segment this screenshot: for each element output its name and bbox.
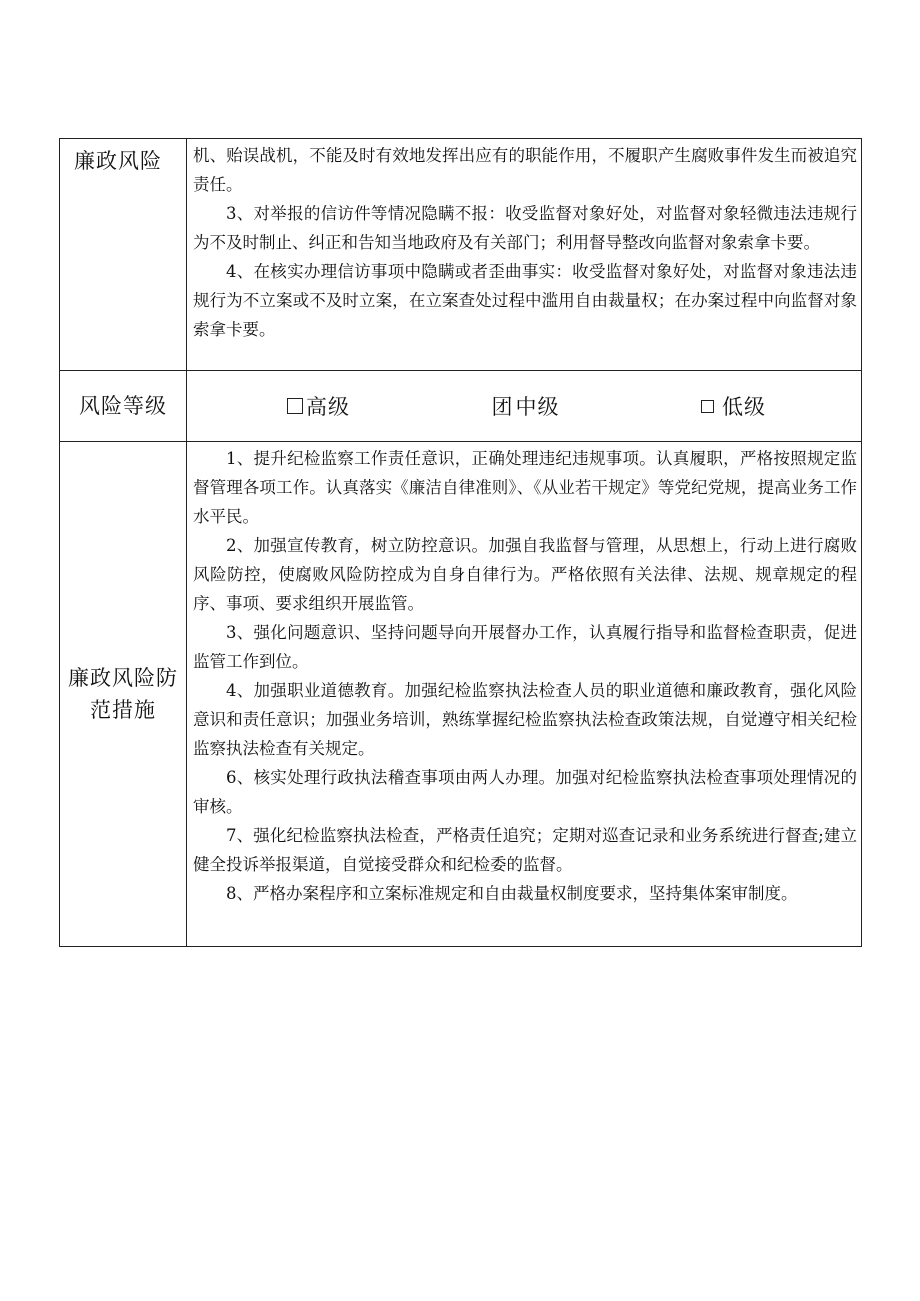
level-row (60, 371, 862, 442)
checked-box-icon: 团 (491, 395, 514, 419)
level-option-high-label: 高级 (306, 395, 350, 419)
risk-row (60, 139, 862, 371)
measure-paragraph-4: 4、加强职业道德教育。加强纪检监察执法检查人员的职业道德和廉政教育，强化风险意识和责任意识；加强业务培训，熟练掌握纪检监察执法检查政策法规，自觉遵守相关纪检监察执法检查有关规定。 (193, 681, 857, 758)
level-option-medium[interactable] (492, 391, 560, 421)
measures-content (187, 442, 862, 947)
level-option-high[interactable] (287, 391, 350, 421)
measures-label-line-1: 廉政风险防 (68, 666, 178, 690)
level-option-low-label: 低级 (722, 395, 766, 419)
level-options (187, 371, 862, 442)
measures-label (60, 442, 187, 947)
risk-paragraph-1: 机、贻误战机，不能及时有效地发挥出应有的职能作用，不履职产生腐败事件发生而被追究责任。 (193, 146, 857, 194)
risk-paragraph-4: 4、在核实办理信访事项中隐瞒或者歪曲事实：收受监督对象好处，对监督对象违法违规行为不立案或不及时立案，在立案查处过程中滥用自由裁量权；在办案过程中向监督对象索拿卡要。 (193, 262, 857, 339)
measures-label-line-2: 范措施 (90, 698, 156, 722)
risk-label: 廉政风险 (60, 139, 187, 371)
unchecked-box-icon (701, 400, 714, 413)
measure-paragraph-1: 1、提升纪检监察工作责任意识，正确处理违纪违规事项。认真履职，严格按照规定监督管理各项工作。认真落实《廉洁自律准则》、《从业若干规定》等党纪党规，提高业务工作水平民。 (193, 449, 857, 526)
measure-paragraph-7: 7、强化纪检监察执法检查，严格责任追究；定期对巡查记录和业务系统进行督查;建立健全投诉举报渠道，自觉接受群众和纪检委的监督。 (193, 826, 857, 874)
measures-row (60, 442, 862, 947)
risk-table (59, 138, 862, 947)
measure-paragraph-8: 8、严格办案程序和立案标准规定和自由裁量权制度要求，坚持集体案审制度。 (226, 884, 798, 903)
level-option-low[interactable] (701, 391, 766, 421)
unchecked-box-icon (287, 398, 303, 414)
measure-paragraph-2: 2、加强宣传教育，树立防控意识。加强自我监督与管理，从思想上，行动上进行腐败风险防控，使腐败风险防控成为自身自律行为。严格依照有关法律、法规、规章规定的程序、事项、要求组织开展监管。 (193, 536, 857, 613)
risk-content (187, 139, 862, 371)
risk-paragraph-3: 3、对举报的信访件等情况隐瞒不报：收受监督对象好处，对监督对象轻微违法违规行为不及时制止、纠正和告知当地政府及有关部门；利用督导整改向监督对象索拿卡要。 (193, 204, 857, 252)
level-option-medium-label: 中级 (515, 395, 560, 419)
measure-paragraph-3: 3、强化问题意识、坚持问题导向开展督办工作，认真履行指导和监督检查职责，促进监管工作到位。 (193, 623, 857, 671)
level-label: 风险等级 (60, 371, 187, 442)
measure-paragraph-6: 6、核实处理行政执法稽查事项由两人办理。加强对纪检监察执法检查事项处理情况的审核。 (193, 768, 857, 816)
